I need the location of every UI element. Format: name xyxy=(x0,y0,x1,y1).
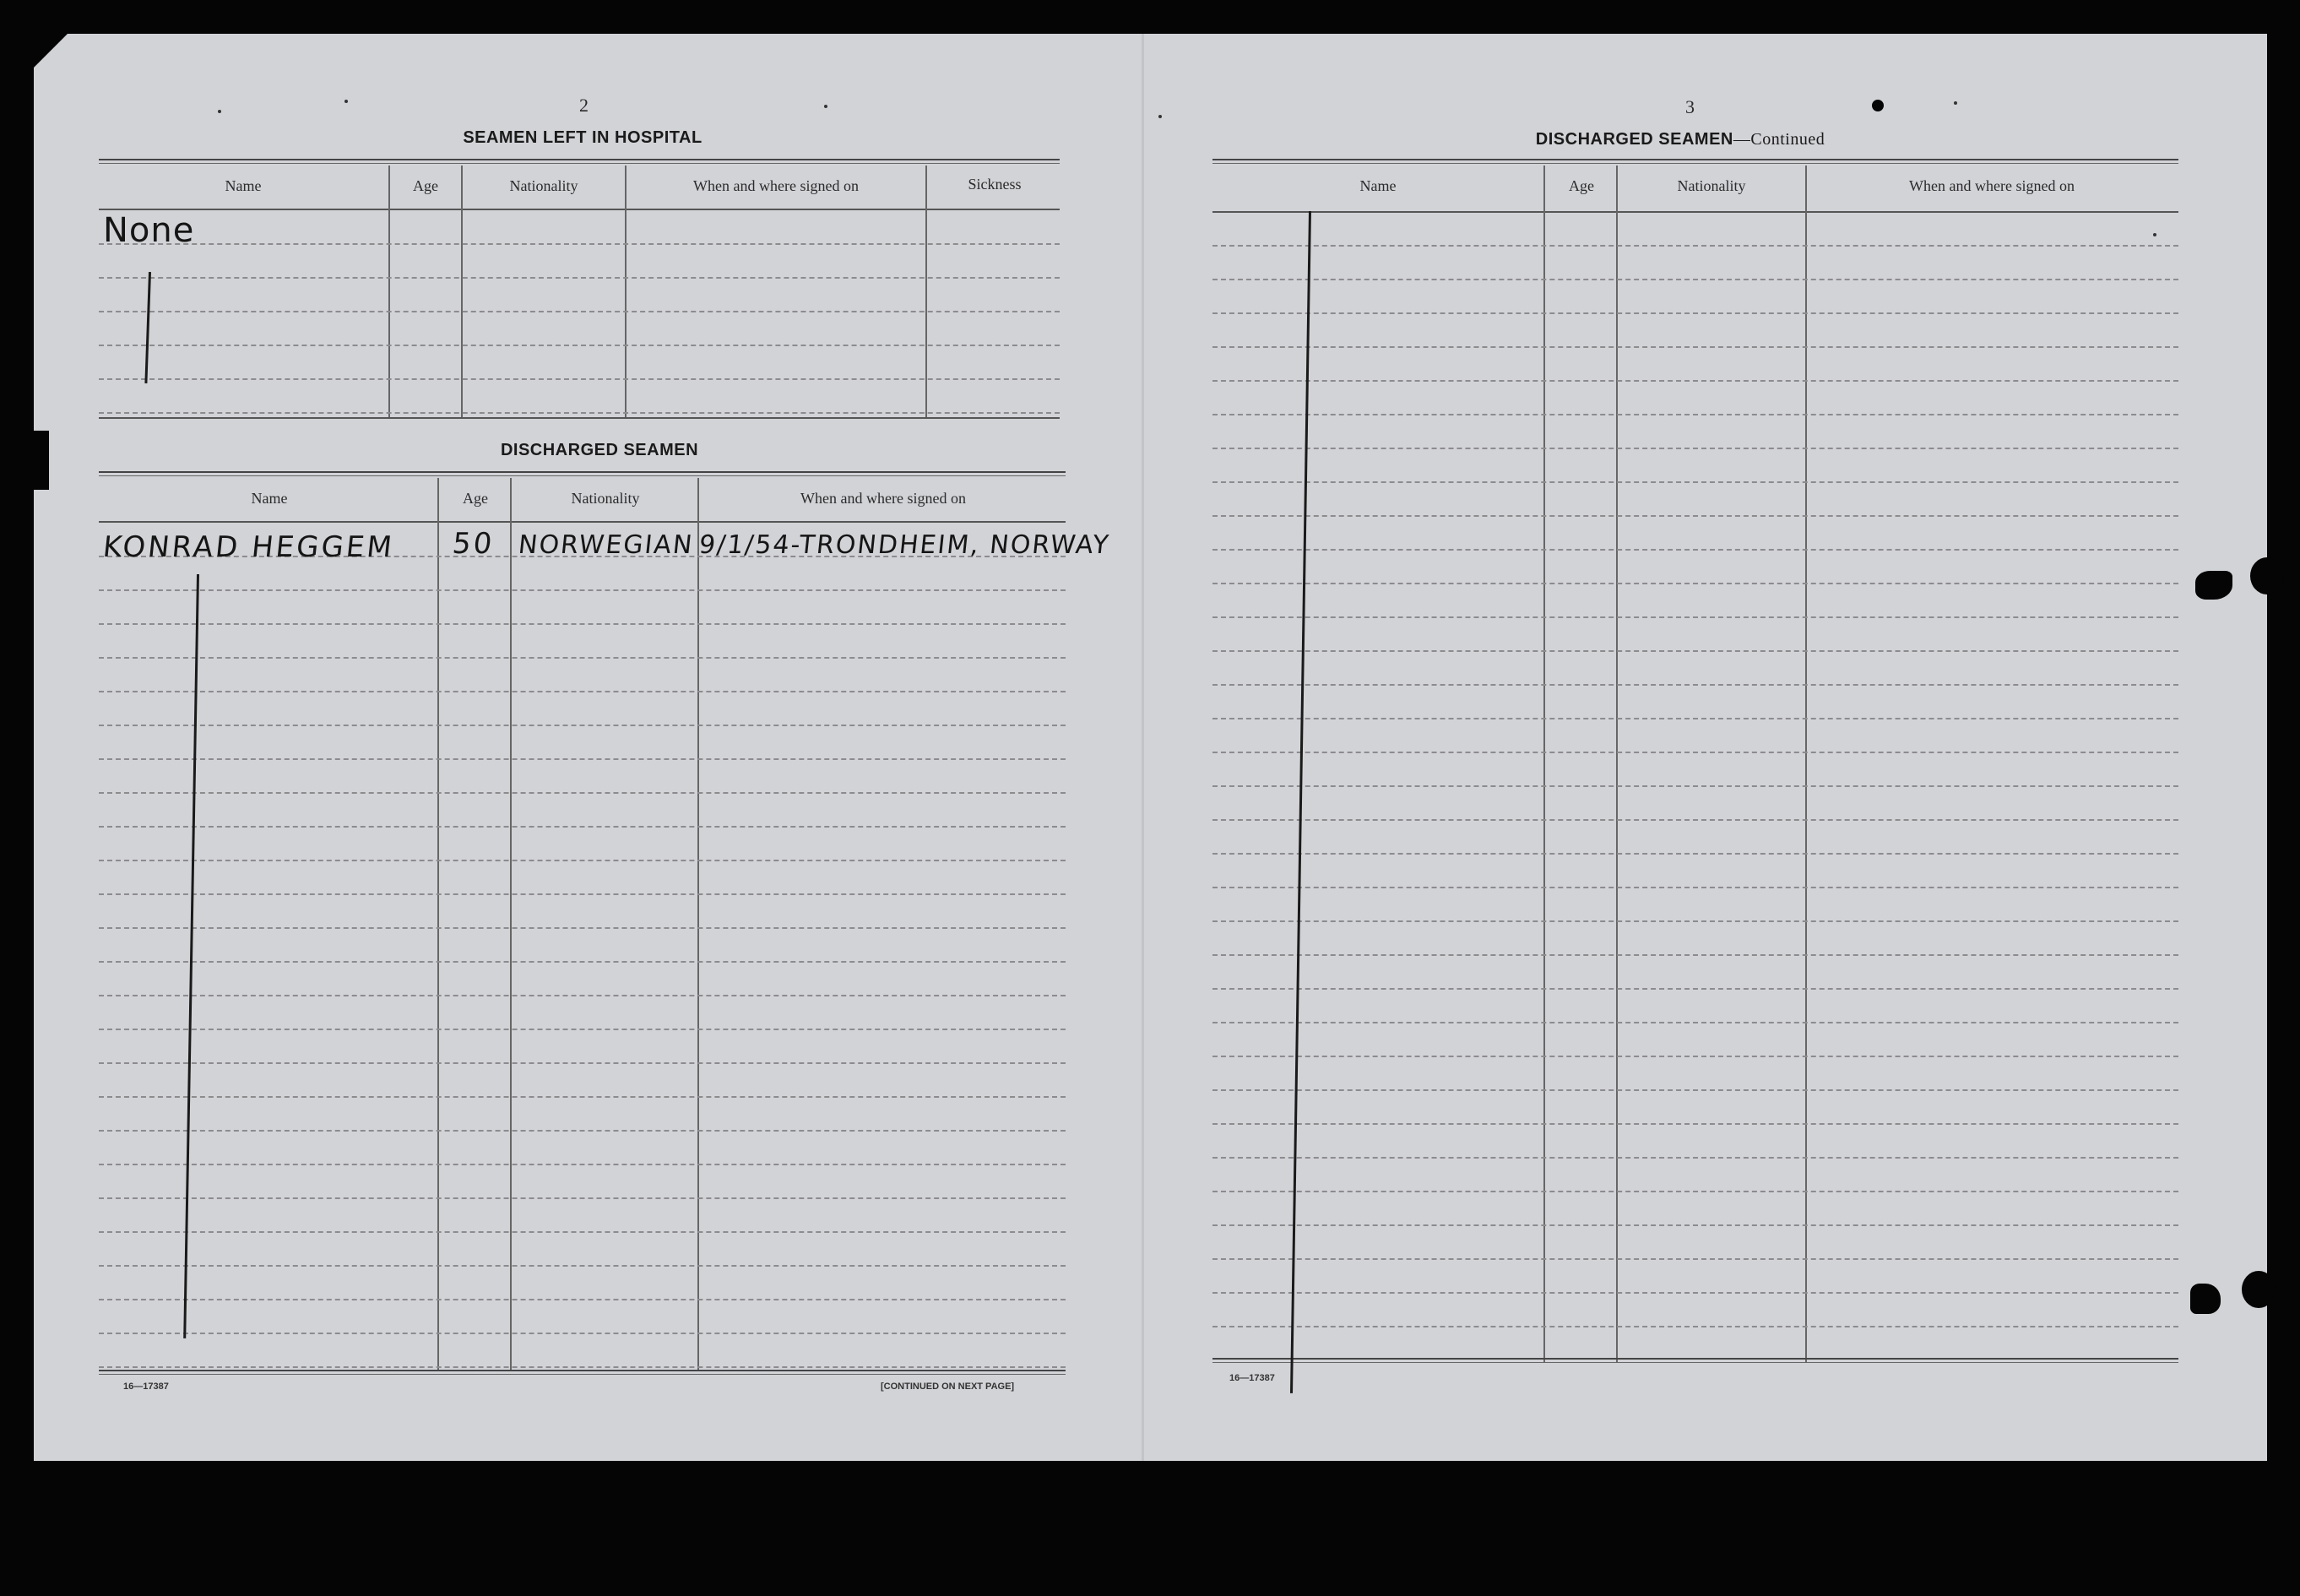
ruled-line xyxy=(1212,1056,2178,1057)
hospital-section-title: SEAMEN LEFT IN HOSPITAL xyxy=(463,128,702,147)
ruled-line xyxy=(1212,785,2178,787)
ruled-line xyxy=(99,1333,1066,1334)
ruled-line xyxy=(99,623,1066,625)
ruled-line xyxy=(1212,1258,2178,1260)
ruled-line xyxy=(99,725,1066,726)
ink-speck xyxy=(2153,233,2156,236)
ruled-line xyxy=(1212,1022,2178,1023)
hospital-entry-none: None xyxy=(103,211,195,250)
ruled-line xyxy=(99,1096,1066,1098)
ruled-line xyxy=(99,826,1066,828)
discharged-col-divider xyxy=(510,478,512,1371)
continued-note: [CONTINUED ON NEXT PAGE] xyxy=(881,1382,1015,1392)
right-top-rule xyxy=(1212,159,2178,164)
ruled-line xyxy=(99,589,1066,591)
ruled-line xyxy=(99,1130,1066,1132)
ruled-line xyxy=(1212,920,2178,922)
ruled-line xyxy=(99,1231,1066,1233)
ink-speck xyxy=(1872,100,1884,111)
ruled-line xyxy=(1212,380,2178,382)
discharged-col-divider xyxy=(437,478,439,1371)
ruled-line xyxy=(99,1366,1066,1368)
discharged-col-divider xyxy=(697,478,699,1371)
ruled-line xyxy=(99,792,1066,794)
ruled-line xyxy=(1212,650,2178,652)
discharged-section-title: DISCHARGED SEAMEN xyxy=(500,441,699,459)
right-header-rule xyxy=(1212,211,2178,213)
ruled-line xyxy=(99,311,1060,312)
ruled-line xyxy=(1212,346,2178,348)
hospital-top-rule xyxy=(99,159,1060,164)
right-col-divider xyxy=(1616,166,1618,1363)
ink-speck xyxy=(824,105,827,108)
left-page-number: 2 xyxy=(579,95,589,116)
punch-hole xyxy=(2190,1284,2221,1314)
discharged-header-age: Age xyxy=(463,490,488,507)
ruled-line xyxy=(1212,718,2178,719)
punch-hole xyxy=(2242,1271,2276,1308)
discharged-header-signed-on: When and where signed on xyxy=(800,490,966,507)
ruled-line xyxy=(1212,414,2178,415)
ruled-line xyxy=(1212,583,2178,584)
ruled-line xyxy=(1212,1224,2178,1226)
right-title-main: DISCHARGED SEAMEN xyxy=(1535,130,1733,149)
punch-hole xyxy=(2195,571,2232,600)
left-form-number: 16—17387 xyxy=(123,1382,169,1392)
ruled-line xyxy=(99,243,1060,245)
seaman-signed-on: 9/1/54-TRONDHEIM, NORWAY xyxy=(697,530,1112,560)
ruled-line xyxy=(99,1164,1066,1165)
ruled-line xyxy=(1212,279,2178,280)
right-header-name: Name xyxy=(1359,177,1397,194)
ink-speck xyxy=(344,100,348,103)
ruled-line xyxy=(99,961,1066,963)
punch-hole xyxy=(2250,557,2284,594)
ruled-line xyxy=(99,1299,1066,1300)
ruled-line xyxy=(99,1029,1066,1030)
right-title-suffix: —Continued xyxy=(1733,130,1825,149)
hospital-header-sickness: Sickness xyxy=(968,176,1022,193)
right-col-divider xyxy=(1805,166,1807,1363)
ruled-line xyxy=(1212,448,2178,449)
discharged-header-rule xyxy=(99,521,1066,523)
ruled-line xyxy=(1212,515,2178,517)
ruled-line xyxy=(1212,1292,2178,1294)
binding-mark xyxy=(34,431,49,490)
ruled-line xyxy=(1212,1123,2178,1125)
ruled-line xyxy=(99,277,1060,279)
ruled-line xyxy=(99,378,1060,380)
ruled-line xyxy=(1212,752,2178,753)
ruled-line xyxy=(99,860,1066,861)
ruled-line xyxy=(1212,312,2178,314)
ruled-line xyxy=(99,995,1066,996)
ruled-line xyxy=(99,927,1066,929)
hospital-header-rule xyxy=(99,209,1060,210)
ruled-line xyxy=(1212,887,2178,888)
right-page-number: 3 xyxy=(1685,96,1695,117)
seaman-name: KONRAD HEGGEM xyxy=(100,530,396,564)
discharged-bottom-rule xyxy=(99,1370,1066,1375)
ruled-line xyxy=(99,1197,1066,1199)
hospital-bottom-rule xyxy=(99,417,1060,419)
hospital-header-signed-on: When and where signed on xyxy=(693,177,859,194)
right-header-signed-on: When and where signed on xyxy=(1909,177,2075,194)
right-header-nationality: Nationality xyxy=(1677,177,1746,194)
hospital-header-name: Name xyxy=(225,177,262,194)
hospital-header-nationality: Nationality xyxy=(509,177,578,194)
page-fold xyxy=(1142,34,1144,1461)
ruled-line xyxy=(1212,853,2178,855)
ink-speck xyxy=(1954,101,1957,105)
discharged-header-name: Name xyxy=(251,490,288,507)
ruled-line xyxy=(1212,1089,2178,1091)
seaman-nationality: NORWEGIAN xyxy=(517,530,696,560)
ruled-line xyxy=(1212,1191,2178,1192)
seaman-age: 50 xyxy=(450,527,496,561)
ink-speck xyxy=(1158,115,1162,118)
hospital-header-age: Age xyxy=(413,177,438,194)
ruled-line xyxy=(1212,245,2178,247)
ruled-line xyxy=(99,1062,1066,1064)
discharged-top-rule xyxy=(99,471,1066,476)
ruled-line xyxy=(1212,549,2178,551)
ruled-line xyxy=(1212,1326,2178,1327)
ruled-line xyxy=(99,657,1066,659)
document-sheet xyxy=(34,34,2267,1461)
discharged-header-nationality: Nationality xyxy=(571,490,640,507)
ruled-line xyxy=(1212,616,2178,618)
right-bottom-rule xyxy=(1212,1358,2178,1363)
ruled-line xyxy=(1212,819,2178,821)
ruled-line xyxy=(99,758,1066,760)
ruled-line xyxy=(1212,684,2178,686)
ruled-line xyxy=(1212,1157,2178,1159)
ruled-line xyxy=(1212,954,2178,956)
ruled-line xyxy=(99,412,1060,414)
ink-speck xyxy=(218,110,221,113)
ruled-line xyxy=(99,691,1066,692)
ruled-line xyxy=(99,1265,1066,1267)
right-header-age: Age xyxy=(1569,177,1594,194)
right-section-title xyxy=(1503,130,1858,149)
ruled-line xyxy=(1212,988,2178,990)
right-form-number: 16—17387 xyxy=(1229,1373,1275,1383)
ruled-line xyxy=(1212,481,2178,483)
ruled-line xyxy=(99,345,1060,346)
right-col-divider xyxy=(1543,166,1545,1363)
ruled-line xyxy=(99,893,1066,895)
